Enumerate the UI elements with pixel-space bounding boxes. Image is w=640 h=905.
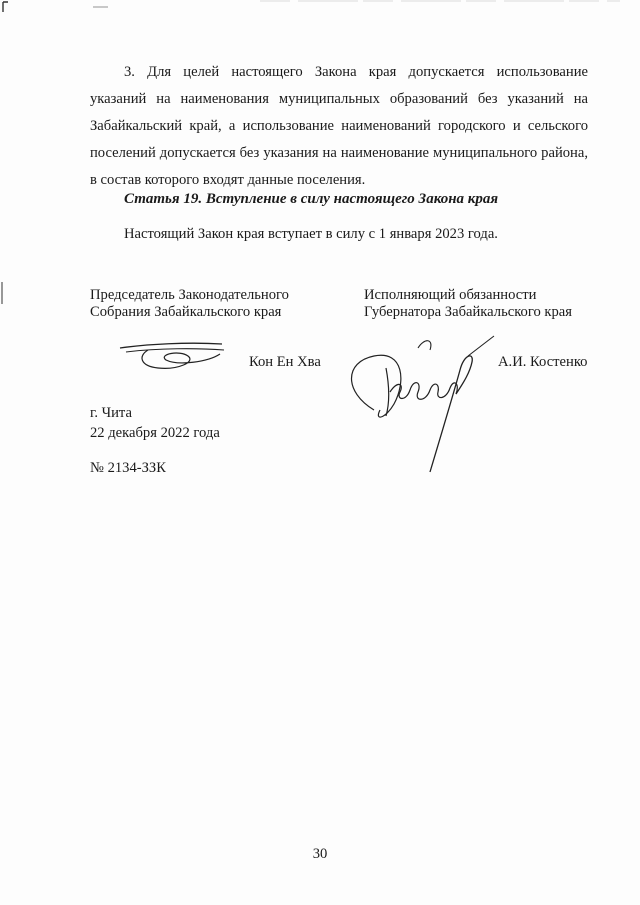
right-position-line-2: Губернатора Забайкальского края [364,304,572,320]
left-signature [118,336,228,376]
left-signatory-position [90,287,289,321]
article-19-body: Настоящий Закон края вступает в силу с 1 января 2023 года. [124,226,498,242]
right-signatory-position [364,287,572,321]
scan-side-mark [0,280,6,310]
left-position-line-2: Собрания Забайкальского края [90,304,282,320]
left-signatory-name: Кон Ен Хва [249,354,321,370]
right-position-line-1: Исполняющий обязанности [364,287,537,303]
paragraph-3: 3. Для целей настоящего Закона края допускается использование указаний на наименования муниципальных образований без указаний на Забайкальский край, а использование наименований городского и сельского поселений допускается без указания на наименование муниципального района, в состав которого входят данные поселения. [90,64,588,188]
page-number: 30 [312,846,328,862]
left-position-line-1: Председатель Законодательного [90,287,289,303]
law-number: № 2134-ЗЗК [90,460,166,476]
signing-date: 22 декабря 2022 года [90,425,220,441]
signing-place: г. Чита [90,405,132,421]
article-19-title: Статья 19. Вступление в силу настоящего Закона края [124,191,499,207]
right-signatory-name: А.И. Костенко [498,354,588,370]
scan-edge-marks [0,0,640,20]
place-and-date [90,403,220,443]
right-signature [334,332,504,482]
